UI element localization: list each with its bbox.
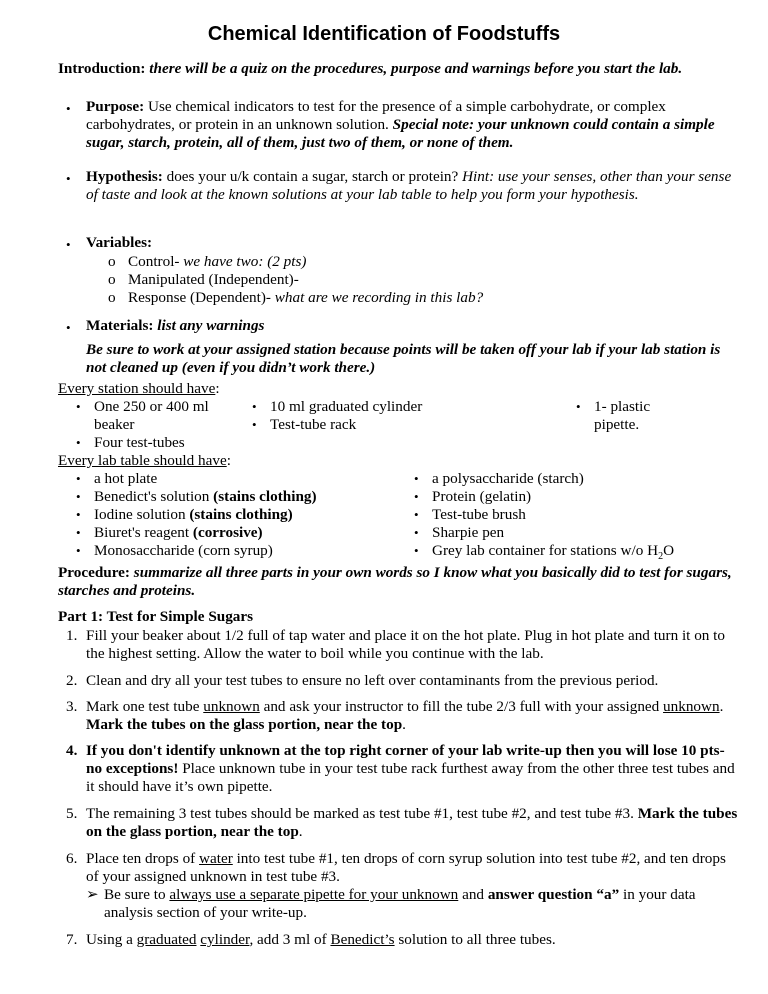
variable-note: we have two: (2 pts) xyxy=(179,253,307,270)
table-col-left xyxy=(76,470,406,560)
bullet-icon: • xyxy=(414,489,419,504)
text-run: and ask your instructor to fill the tube 2/3 full with your assigned xyxy=(259,698,664,715)
colon: : xyxy=(226,452,231,469)
text-run: always use a separate pipette for your unknown xyxy=(169,886,459,903)
step-number: 4. xyxy=(66,742,78,759)
text-run: Mark the tubes on the glass portion, near the top xyxy=(86,716,403,733)
list-item-text: O xyxy=(663,542,675,559)
station-col-2 xyxy=(252,398,492,434)
bullet-icon: • xyxy=(414,471,419,486)
list-item-text: Biuret's reagent xyxy=(94,524,193,541)
step-text: Fill your beaker about 1/2 full of tap water and place it on the hot plate. Plug in hot plate and turn it on to the highest setting. Allow the water to boil while you continue with the lab. xyxy=(86,627,725,662)
step-text: Clean and dry all your test tubes to ensure no left over contaminants from the previous period. xyxy=(86,672,659,689)
step-text xyxy=(86,931,738,949)
list-item xyxy=(76,470,406,488)
list-item-text: 1- plastic pipette. xyxy=(594,398,651,433)
text-run: answer question “a” xyxy=(487,886,620,903)
table-col-right xyxy=(414,470,734,563)
variable-item xyxy=(108,253,306,271)
step-text xyxy=(86,850,738,886)
text-run: water xyxy=(199,850,233,867)
list-item-text: a polysaccharide (starch) xyxy=(432,470,584,487)
text-run: . xyxy=(719,698,724,715)
bullet-icon: • xyxy=(414,507,419,522)
list-item xyxy=(76,398,246,434)
bullet-icon: • xyxy=(76,543,81,558)
intro-label: Introduction: xyxy=(58,60,146,77)
list-item-text: Protein (gelatin) xyxy=(432,488,532,505)
text-run: Benedict’s xyxy=(330,931,395,948)
part1-heading xyxy=(58,608,738,626)
part1-heading-text: Part 1: Test for Simple Sugars xyxy=(58,608,254,625)
list-item xyxy=(76,488,406,506)
text-run: unknown xyxy=(203,698,260,715)
variables-label: Variables: xyxy=(86,234,153,251)
bullet-icon: • xyxy=(66,171,71,186)
bullet-icon: • xyxy=(66,320,71,335)
list-item-text: Monosaccharide (corn syrup) xyxy=(94,542,273,559)
table-heading xyxy=(58,452,738,470)
text-run: and xyxy=(458,886,488,903)
list-item xyxy=(414,470,734,488)
text-run: graduated xyxy=(136,931,197,948)
intro-text: there will be a quiz on the procedures, purpose and warnings before you start the lab. xyxy=(149,60,683,77)
list-item-warning: (stains clothing) xyxy=(213,488,317,505)
text-run: . xyxy=(402,716,406,733)
text-run: Mark one test tube xyxy=(86,698,204,715)
variable-name: Response (Dependent)- xyxy=(128,289,271,306)
list-item-text: Iodine solution xyxy=(94,506,190,523)
list-item-text: Test-tube rack xyxy=(270,416,357,433)
station-col-1 xyxy=(76,398,246,452)
bullet-icon: • xyxy=(76,471,81,486)
note-text xyxy=(104,886,734,922)
list-item-text: Benedict's solution xyxy=(94,488,214,505)
list-item xyxy=(76,434,246,452)
list-item xyxy=(252,398,492,416)
bullet-icon: • xyxy=(252,399,257,414)
purpose-text: Use chemical indicators to test for the presence of a simple carbohydrate, or complex carbohydrates, or protein in an unknown solution. xyxy=(86,98,666,133)
circle-bullet-icon: o xyxy=(108,271,116,288)
step-number: 6. xyxy=(66,850,78,867)
purpose-label: Purpose: xyxy=(86,98,145,115)
variable-item xyxy=(108,271,299,289)
list-item xyxy=(414,524,734,542)
step-number: 7. xyxy=(66,931,78,948)
list-item xyxy=(252,416,492,434)
list-item xyxy=(76,506,406,524)
bullet-icon: • xyxy=(66,237,71,252)
station-heading-text: Every station should have xyxy=(58,380,216,397)
text-run: solution to all three tubes. xyxy=(394,931,556,948)
colon: : xyxy=(215,380,220,397)
hypothesis-label: Hypothesis: xyxy=(86,168,163,185)
bullet-icon: • xyxy=(66,101,71,116)
list-item-text: 10 ml graduated cylinder xyxy=(270,398,423,415)
bullet-icon: • xyxy=(414,525,419,540)
bullet-icon: • xyxy=(76,399,81,414)
text-run: in your data analysis section of your write-up. xyxy=(104,886,696,921)
list-item xyxy=(76,524,406,542)
bullet-icon: • xyxy=(76,525,81,540)
procedure-label: Procedure: xyxy=(58,564,130,581)
introduction xyxy=(58,60,738,78)
text-run: If you don't identify unknown at the top right corner of your lab write-up then you will lose 10 pts-no exceptions! xyxy=(86,742,725,777)
variable-name: Control- xyxy=(128,253,180,270)
list-item-text: Sharpie pen xyxy=(432,524,505,541)
text-run: . xyxy=(298,823,303,840)
materials-label: Materials: xyxy=(86,317,154,334)
procedure xyxy=(58,564,738,600)
subscript: 2 xyxy=(658,551,664,563)
materials-warning xyxy=(86,341,738,377)
bullet-icon: • xyxy=(76,507,81,522)
hypothesis xyxy=(86,168,738,204)
station-col-3 xyxy=(576,398,686,434)
text-run: Place unknown tube in your test tube rack furthest away from the other three test tubes and it should have it’s own pipette. xyxy=(86,760,735,795)
list-item xyxy=(414,506,734,524)
step-number: 2. xyxy=(66,672,78,689)
step-text xyxy=(86,742,738,796)
bullet-icon: • xyxy=(76,489,81,504)
list-item-text: Four test-tubes xyxy=(94,434,185,451)
station-heading xyxy=(58,380,738,398)
purpose xyxy=(86,98,738,152)
list-item-warning: (stains clothing) xyxy=(189,506,293,523)
step-number: 5. xyxy=(66,805,78,822)
materials-note: list any warnings xyxy=(157,317,265,334)
list-item xyxy=(414,488,734,506)
circle-bullet-icon: o xyxy=(108,289,116,306)
step-text xyxy=(86,805,738,841)
materials-warning-text: Be sure to work at your assigned station because points will be taken off your lab if your lab station is not cleaned up (even if you didn’t work there.) xyxy=(86,341,721,376)
bullet-icon: • xyxy=(252,417,257,432)
variable-note: what are we recording in this lab? xyxy=(270,289,484,306)
variable-name: Manipulated (Independent)- xyxy=(128,271,299,288)
procedure-text: summarize all three parts in your own words so I know what you basically did to test for sugars, starches and proteins. xyxy=(58,564,732,599)
text-run: Be sure to xyxy=(104,886,170,903)
text-run: unknown xyxy=(663,698,720,715)
list-item-text: Grey lab container for stations w/o H xyxy=(432,542,659,559)
hypothesis-hint: Hint: use your senses, other than your sense of taste and look at the known solutions at your lab table to help you form your hypothesis. xyxy=(86,168,732,203)
text-run: Mark the tubes on the glass portion, near the top xyxy=(86,805,738,840)
list-item-text: Test-tube brush xyxy=(432,506,526,523)
variables-label-row xyxy=(86,234,738,252)
purpose-note: Special note: your unknown could contain a simple sugar, starch, protein, all of them, just two of them, or none of them. xyxy=(86,116,715,151)
circle-bullet-icon: o xyxy=(108,253,116,270)
list-item xyxy=(414,542,734,563)
bullet-icon: • xyxy=(76,435,81,450)
bullet-icon: • xyxy=(576,399,581,414)
text-run: The remaining 3 test tubes should be marked as test tube #1, test tube #2, and test tube #3. xyxy=(86,805,638,822)
text-run: into test tube #1, ten drops of corn syrup solution into test tube #2, and ten drops of your assigned unknown in test tube #3. xyxy=(86,850,726,885)
bullet-icon: • xyxy=(414,543,419,558)
table-heading-text: Every lab table should have xyxy=(58,452,227,469)
materials xyxy=(86,317,738,335)
list-item xyxy=(76,542,406,560)
text-run: cylinder xyxy=(200,931,250,948)
page-title: Chemical Identification of Foodstuffs xyxy=(207,23,561,45)
step-number: 3. xyxy=(66,698,78,715)
step-text xyxy=(86,698,738,734)
hypothesis-text: does your u/k contain a sugar, starch or protein? xyxy=(166,168,459,185)
list-item-warning: (corrosive) xyxy=(192,524,263,541)
variable-item xyxy=(108,289,483,307)
list-item-text: One 250 or 400 ml beaker xyxy=(94,398,209,433)
list-item-text: a hot plate xyxy=(94,470,158,487)
text-run: Using a xyxy=(86,931,137,948)
arrow-bullet-icon: ➢ xyxy=(86,886,99,903)
text-run: Place ten drops of xyxy=(86,850,200,867)
text-run: , add 3 ml of xyxy=(249,931,331,948)
list-item xyxy=(576,398,686,434)
step-number: 1. xyxy=(66,627,78,644)
